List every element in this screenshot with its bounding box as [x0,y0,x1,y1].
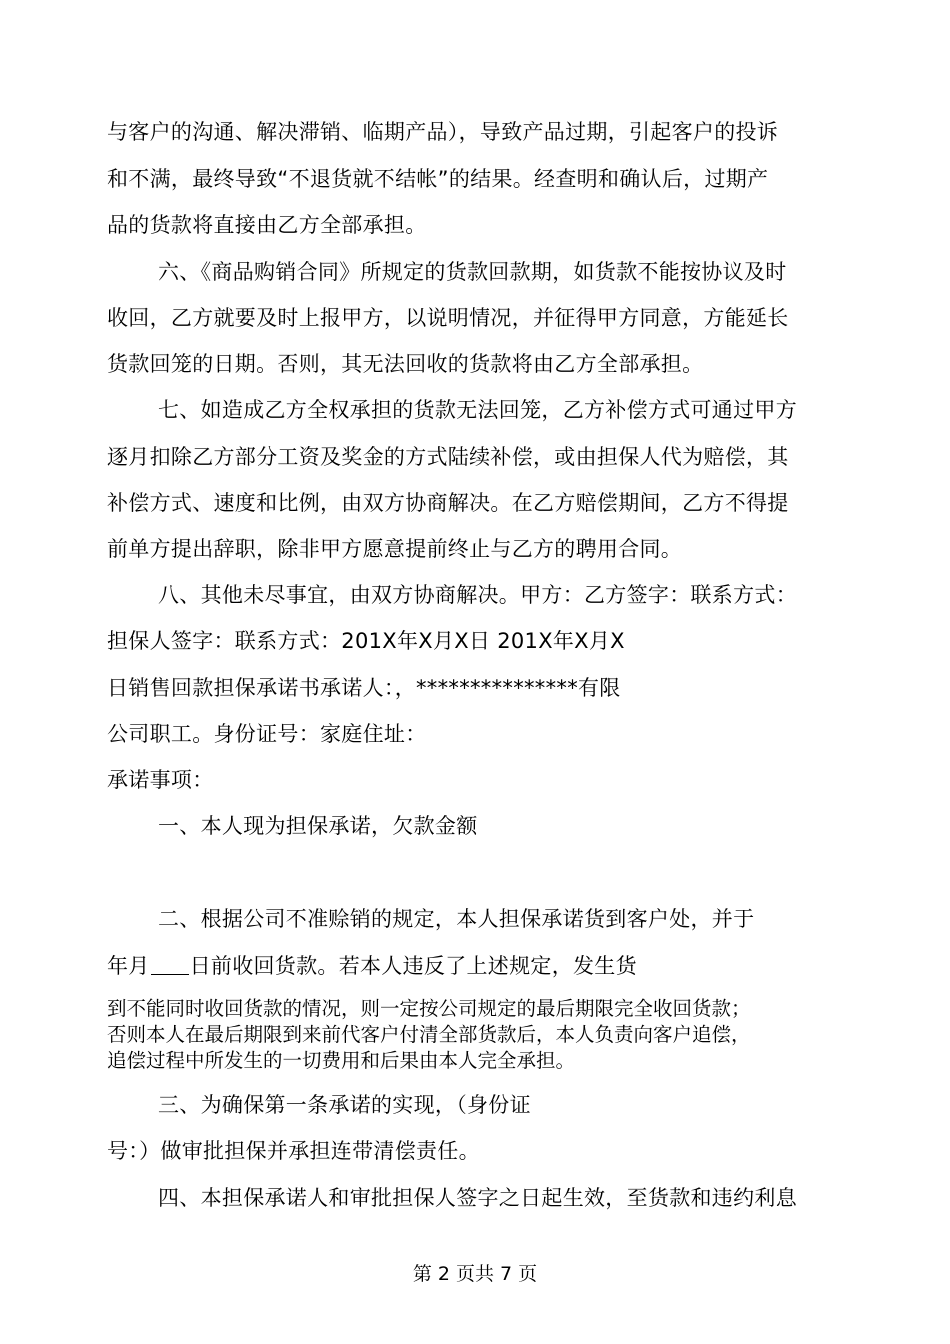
text-line: 收回，乙方就要及时上报甲方，以说明情况，并征得甲方同意，方能延长 [107,306,789,330]
text-line: 三、为确保第一条承诺的实现，（身份证 [158,1093,531,1117]
deadline-date-blank [151,952,189,975]
text-line: 四、本担保承诺人和审批担保人签字之日起生效，至货款和违约利息 [158,1186,797,1210]
deadline-line [107,952,637,980]
text-line: 追偿过程中所发生的一切费用和后果由本人完全承担。 [107,1049,576,1072]
text-line: 与客户的沟通、解决滞销、临期产品），导致产品过期，引起客户的投诉 [107,120,779,144]
text-line: 号：）做审批担保并承担连带清偿责任。 [107,1139,480,1163]
text-line: 前单方提出辞职，除非甲方愿意提前终止与乙方的聘用合同。 [107,537,683,561]
deadline-suffix: 日前收回货款。若本人违反了上述规定，发生货 [189,954,637,978]
text-line: 公司职工。身份证号：家庭住址： [107,722,427,746]
text-line: 补偿方式、速度和比例，由双方协商解决。在乙方赔偿期间，乙方不得提 [107,491,789,515]
text-line: 二、根据公司不准赊销的规定，本人担保承诺货到客户处，并于 [158,907,755,931]
text-line: 到不能同时收回货款的情况，则一定按公司规定的最后期限完全收回货款； [107,997,751,1020]
text-line: 和不满，最终导致“不退货就不结帐”的结果。经查明和确认后，过期产 [107,167,769,191]
text-line: 日销售回款担保承诺书承诺人：，***************有限 [107,676,621,700]
text-line: 货款回笼的日期。否则，其无法回收的货款将由乙方全部承担。 [107,352,704,376]
text-line: 六、《商品购销合同》所规定的货款回款期，如货款不能按协议及时 [158,260,787,284]
text-line: 七、如造成乙方全权承担的货款无法回笼，乙方补偿方式可通过甲方 [158,398,797,422]
text-line: 一、本人现为担保承诺，欠款金额 [158,814,478,838]
text-line: 品的货款将直接由乙方全部承担。 [107,213,427,237]
text-line: 逐月扣除乙方部分工资及奖金的方式陆续补偿，或由担保人代为赔偿，其 [107,445,789,469]
text-line: 承诺事项： [107,768,214,792]
page-number: 第 2 页共 7 页 [412,1263,538,1285]
text-line: 否则本人在最后期限到来前代客户付清全部货款后，本人负责向客户追偿， [107,1023,751,1046]
text-line: 八、其他未尽事宜，由双方协商解决。甲方：乙方签字：联系方式： [158,583,797,607]
deadline-prefix: 年月 [107,954,150,978]
text-line: 担保人签字：联系方式：201X年X月X日 201X年X月X [107,629,625,653]
